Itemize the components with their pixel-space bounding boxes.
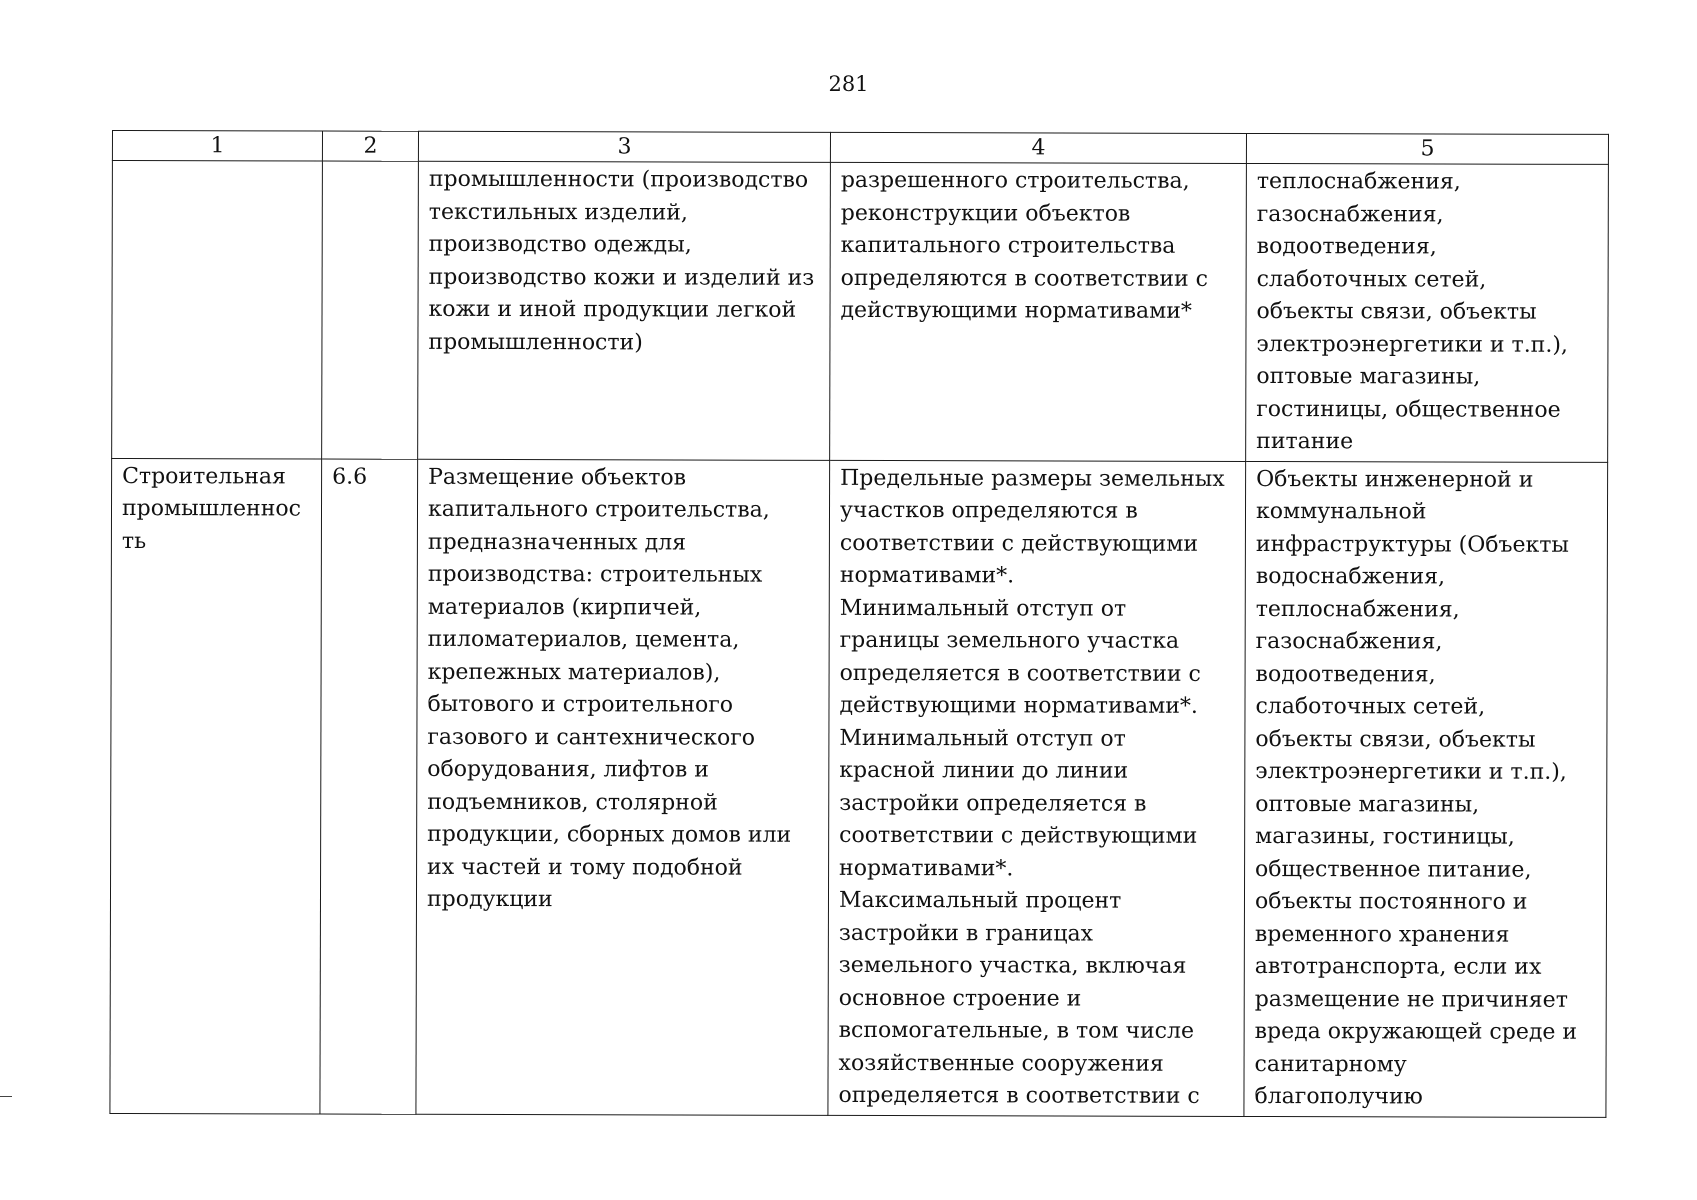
cell-description: промышленности (производство текстильных изделий, производство одежды, производство кожи и изделий из кожи и иной продукции легкой промышленности) bbox=[418, 161, 831, 460]
table-header-row bbox=[112, 131, 1608, 165]
cell-auxiliary-uses: теплоснабжения, газоснабжения, водоотведения, слаботочных сетей, объекты связи, объекты электроэнергетики и т.п.), оптовые магазины, гостиницы, общественное питание bbox=[1246, 163, 1609, 461]
cell-parameters: Предельные размеры земельных участков определяются в соответствии с действующими нормативами*. Минимальный отступ от границы земельного участка определяется в соответствии с действующими нормативами*. Минимальный отступ от красной линии до линии застройки определяется в соответствии с действующими нормативами*. Максимальный процент застройки в границах земельного участка, включая основное строение и вспомогательные, в том числе хозяйственные сооружения определяется в соответствии с bbox=[828, 460, 1246, 1116]
column-header-1: 1 bbox=[112, 131, 322, 162]
cell-description: Размещение объектов капитального строительства, предназначенных для производства: строительных материалов (кирпичей, пиломатериалов, цемента, крепежных материалов), бытового и строительного газового и сантехнического оборудования, лифтов и подъемников, столярной продукции, сборных домов или их частей и тому подобной продукции bbox=[416, 459, 830, 1115]
column-header-2: 2 bbox=[322, 131, 418, 161]
cell-auxiliary-uses: Объекты инженерной и коммунальной инфраструктуры (Объекты водоснабжения, теплоснабжения, газоснабжения, водоотведения, слаботочных сетей, объекты связи, объекты электроэнергетики и т.п.), оптовые магазины, магазины, гостиницы, общественное питание, объекты постоянного и временного хранения автотранспорта, если их размещение не причиняет вреда окружающей среде и санитарному благополучию bbox=[1244, 461, 1608, 1117]
column-header-4: 4 bbox=[830, 132, 1246, 163]
cell-code: 6.6 bbox=[320, 459, 418, 1114]
column-header-3: 3 bbox=[418, 131, 830, 162]
scan-margin-mark bbox=[0, 1096, 12, 1097]
cell-parameters: разрешенного строительства, реконструкции объектов капитального строительства определяются в соответствии с действующими нормативами* bbox=[830, 162, 1247, 461]
cell-land-use-type: Строительная промышленнос ть bbox=[110, 458, 322, 1114]
table-row bbox=[110, 458, 1608, 1117]
regulations-table bbox=[109, 130, 1609, 1117]
column-header-5: 5 bbox=[1246, 133, 1608, 164]
cell-land-use-type bbox=[112, 161, 323, 459]
cell-code bbox=[322, 161, 419, 459]
table-row bbox=[112, 161, 1609, 462]
page-number: 281 bbox=[828, 72, 869, 96]
